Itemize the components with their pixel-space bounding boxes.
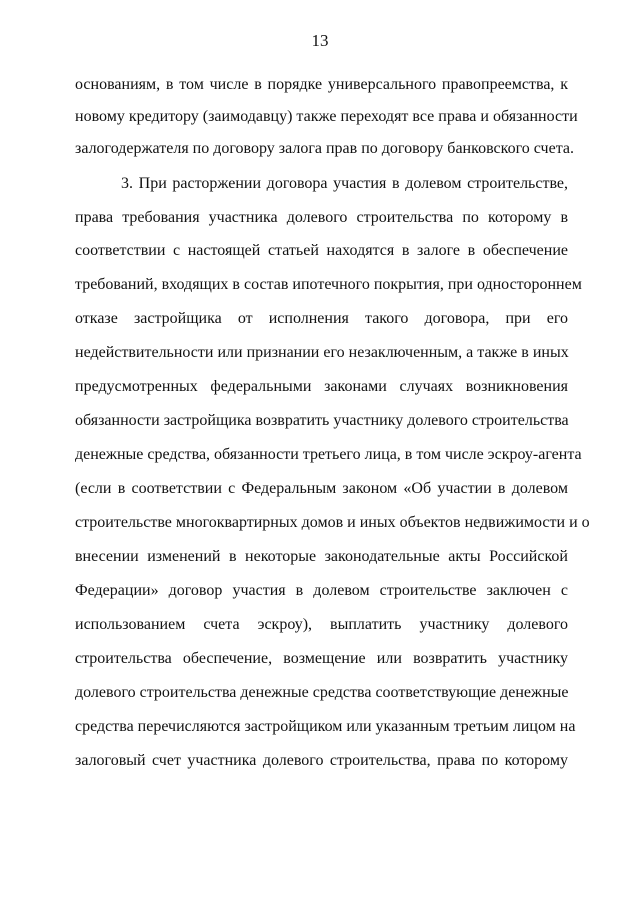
text-line: обязанности застройщика возвратить участнику долевого строительства: [75, 412, 569, 429]
page-number: 13: [311, 31, 329, 50]
text-line: использованием счета эскроу), выплатить участнику долевого: [75, 616, 568, 633]
text-line: денежные средства, обязанности третьего лица, в том числе эскроу-агента: [75, 446, 582, 463]
text-line: предусмотренных федеральными законами случаях возникновения: [75, 378, 568, 395]
text-line: основаниям, в том числе в порядке универсального правопреемства, к: [75, 76, 568, 93]
text-line: залогодержателя по договору залога прав по договору банковского счета.: [75, 140, 574, 157]
text-line: внесении изменений в некоторые законодательные акты Российской: [75, 548, 568, 565]
text-line: строительства обеспечение, возмещение или возвратить участнику: [75, 650, 568, 667]
text-line: права требования участника долевого строительства по которому в: [75, 209, 568, 226]
text-line: 3. При расторжении договора участия в долевом строительстве,: [121, 175, 568, 192]
text-line: новому кредитору (заимодавцу) также переходят все права и обязанности: [75, 108, 578, 125]
text-line: долевого строительства денежные средства соответствующие денежные: [75, 684, 569, 701]
text-line: соответствии с настоящей статьей находятся в залоге в обеспечение: [75, 242, 568, 259]
text-line: (если в соответствии с Федеральным законом «Об участии в долевом: [75, 480, 568, 497]
text-line: Федерации» договор участия в долевом строительстве заключен с: [75, 582, 568, 599]
text-line: недействительности или признании его незаключенным, а также в иных: [75, 344, 569, 361]
text-line: отказе застройщика от исполнения такого договора, при его: [75, 310, 568, 327]
text-line: залоговый счет участника долевого строительства, права по которому: [75, 752, 568, 769]
text-line: требований, входящих в состав ипотечного покрытия, при одностороннем: [75, 276, 582, 293]
text-line: средства перечисляются застройщиком или указанным третьим лицом на: [75, 718, 576, 735]
text-line: строительстве многоквартирных домов и иных объектов недвижимости и о: [75, 514, 590, 531]
